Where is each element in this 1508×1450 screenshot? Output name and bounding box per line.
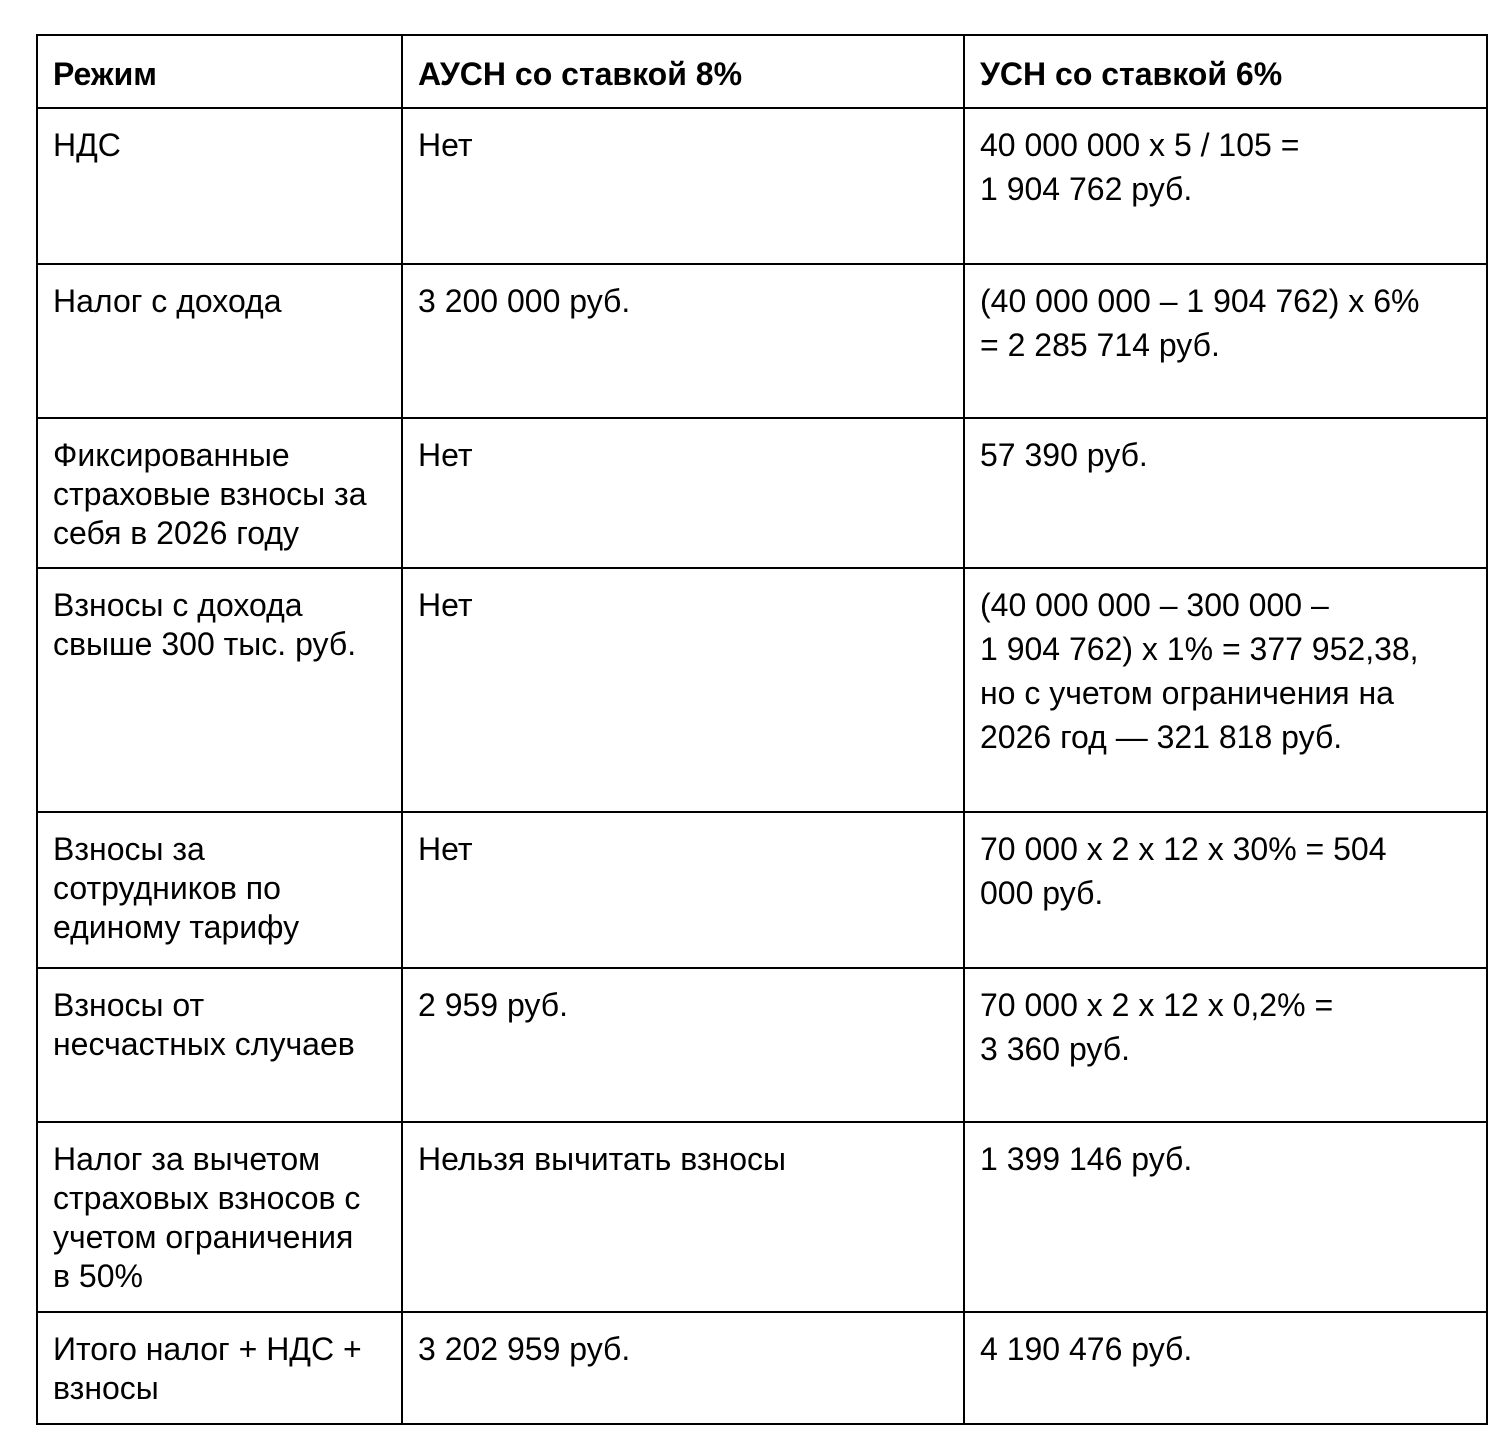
ausn-value: Нельзя вычитать взносы: [402, 1122, 964, 1312]
tax-comparison-table: [36, 34, 1488, 1425]
table-row: [37, 264, 1487, 418]
row-label: Налог за вычетом страховых взносов с учетом ограничения в 50%: [37, 1122, 402, 1312]
table-row: [37, 968, 1487, 1122]
usn-value: 70 000 х 2 х 12 х 0,2% = 3 360 руб.: [964, 968, 1487, 1122]
header-ausn: АУСН со ставкой 8%: [402, 35, 964, 108]
usn-value: 57 390 руб.: [964, 418, 1487, 568]
table-row: [37, 568, 1487, 812]
usn-value: 1 399 146 руб.: [964, 1122, 1487, 1312]
table-row: [37, 108, 1487, 264]
usn-value: 40 000 000 х 5 / 105 = 1 904 762 руб.: [964, 108, 1487, 264]
header-usn: УСН со ставкой 6%: [964, 35, 1487, 108]
row-label: Налог с дохода: [37, 264, 402, 418]
ausn-value: 3 200 000 руб.: [402, 264, 964, 418]
row-label: Фиксированные страховые взносы за себя в 2026 году: [37, 418, 402, 568]
ausn-value: Нет: [402, 108, 964, 264]
table-row: [37, 1122, 1487, 1312]
row-label: Взносы за сотрудников по единому тарифу: [37, 812, 402, 968]
row-label: НДС: [37, 108, 402, 264]
ausn-value: Нет: [402, 418, 964, 568]
row-label: Итого налог + НДС + взносы: [37, 1312, 402, 1424]
row-label: Взносы с дохода свыше 300 тыс. руб.: [37, 568, 402, 812]
usn-value: 4 190 476 руб.: [964, 1312, 1487, 1424]
ausn-value: Нет: [402, 568, 964, 812]
ausn-value: 3 202 959 руб.: [402, 1312, 964, 1424]
usn-value: 70 000 х 2 х 12 х 30% = 504 000 руб.: [964, 812, 1487, 968]
ausn-value: Нет: [402, 812, 964, 968]
row-label: Взносы от несчастных случаев: [37, 968, 402, 1122]
table-header-row: [37, 35, 1487, 108]
table-row: [37, 418, 1487, 568]
ausn-value: 2 959 руб.: [402, 968, 964, 1122]
usn-value: (40 000 000 – 1 904 762) х 6% = 2 285 714 руб.: [964, 264, 1487, 418]
table-row-total: [37, 1312, 1487, 1424]
header-mode: Режим: [37, 35, 402, 108]
usn-value: (40 000 000 – 300 000 – 1 904 762) х 1% = 377 952,38, но с учетом ограничения на 2026 год — 321 818 руб.: [964, 568, 1487, 812]
table-row: [37, 812, 1487, 968]
